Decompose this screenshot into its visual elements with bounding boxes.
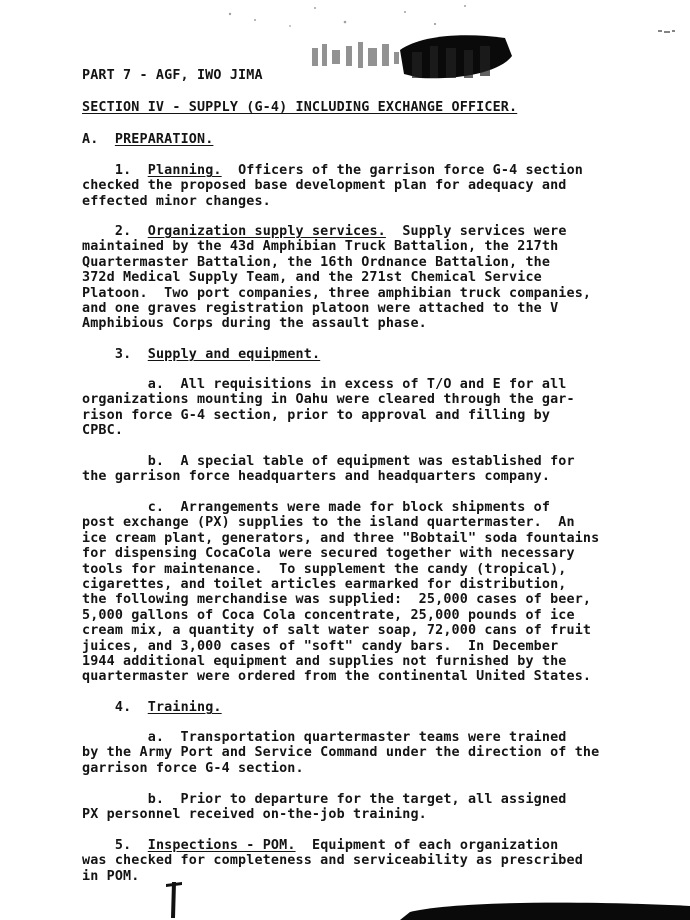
p5-line-2: was checked for completeness and serviceability as prescribed <box>82 853 583 869</box>
p3c-line-11: 1944 additional equipment and supplies not furnished by the <box>82 654 567 669</box>
p4a-line-3: garrison force G-4 section. <box>82 760 304 776</box>
p4-heading <box>82 700 222 715</box>
corner-mark <box>600 22 680 42</box>
heading-a-title: PREPARATION. <box>114 132 214 147</box>
classification-stamp <box>300 28 520 88</box>
heading-a-label: A. <box>82 132 99 147</box>
document-header <box>82 68 263 83</box>
p3c-line-3: ice cream plant, generators, and three "Bobtail" soda fountains <box>82 530 600 546</box>
heading-a <box>82 132 213 147</box>
p1-title: Planning. <box>147 163 222 178</box>
p3b-line-2: the garrison force headquarters and headquarters company. <box>82 469 551 485</box>
p3c-line-10: juices, and 3,000 cases of "soft" candy bars. In December <box>82 638 559 654</box>
p4a-text-1: a. Transportation quartermaster teams were trained <box>147 730 567 745</box>
p3c-line-7: the following merchandise was supplied: 25,000 cases of beer, <box>82 592 592 608</box>
p3-num: 3. <box>114 347 132 362</box>
p3c-line-6: cigarettes, and toilet articles earmarked for distribution, <box>82 577 567 592</box>
p3c-text-1: c. Arrangements were made for block shipments of <box>147 500 551 515</box>
p3-title: Supply and equipment. <box>147 347 321 362</box>
top-scan-smudge <box>195 0 525 30</box>
p5-title: Inspections - POM. <box>147 838 296 853</box>
p3c-line-5: tools for maintenance. To supplement the candy (tropical), <box>82 561 567 577</box>
p3b-line-1 <box>82 454 575 469</box>
p5-num: 5. <box>114 838 132 853</box>
p5-line-1 <box>82 838 558 853</box>
p3c-line-4: for dispensing CocaCola were secured together with necessary <box>82 546 575 562</box>
p1-num: 1. <box>114 163 132 178</box>
p2-text-1: Supply services were <box>402 224 567 239</box>
p1-line-1 <box>82 163 583 178</box>
p3c-line-1 <box>82 500 550 515</box>
p3c-line-8: 5,000 gallons of Coca Cola concentrate, 25,000 pounds of ice <box>82 607 575 623</box>
p4b-line-2: PX personnel received on-the-job training. <box>82 807 427 823</box>
p4-title: Training. <box>147 700 222 715</box>
p2-line-3: Quartermaster Battalion, the 16th Ordnance Battalion, the <box>82 254 551 270</box>
p2-line-6: and one graves registration platoon were attached to the V <box>82 301 559 316</box>
p3a-text-1: a. All requisitions in excess of T/O and E for all <box>147 377 567 392</box>
p1-line-3: effected minor changes. <box>82 193 271 209</box>
p2-line-2: maintained by the 43d Amphibian Truck Battalion, the 217th <box>82 239 559 255</box>
p2-line-7: Amphibious Corps during the assault phase. <box>82 316 427 332</box>
p3c-line-9: cream mix, a quantity of salt water soap, 72,000 cans of fruit <box>82 623 592 639</box>
p2-title: Organization supply services. <box>147 224 386 239</box>
p3b-text-1: b. A special table of equipment was established for <box>147 454 575 469</box>
p2-line-4: 372d Medical Supply Team, and the 271st Chemical Service <box>82 270 542 286</box>
p1-line-2: checked the proposed base development plan for adequacy and <box>82 178 567 194</box>
p1-text-1: Officers of the garrison force G-4 section <box>238 163 583 178</box>
part-label: PART 7 - AGF, IWO JIMA <box>82 68 263 83</box>
p4-num: 4. <box>114 700 132 715</box>
p4a-line-1 <box>82 730 567 745</box>
p2-line-1 <box>82 224 567 239</box>
p4b-text-1: b. Prior to departure for the target, all assigned <box>147 792 567 807</box>
p3a-line-4: CPBC. <box>82 423 124 439</box>
p4b-line-1 <box>82 792 567 807</box>
p5-text-1: Equipment of each organization <box>312 838 559 853</box>
section-title-text: SECTION IV - SUPPLY (G-4) INCLUDING EXCHANGE OFFICER. <box>82 100 518 115</box>
p3a-line-1 <box>82 377 567 392</box>
p2-num: 2. <box>114 224 132 239</box>
p4a-line-2: by the Army Port and Service Command under the direction of the <box>82 745 600 761</box>
p3a-line-3: rison force G-4 section, prior to approval and filling by <box>82 407 551 423</box>
bottom-scan-marks <box>150 872 690 920</box>
p3c-line-2: post exchange (PX) supplies to the island quartermaster. An <box>82 515 575 531</box>
p2-line-5: Platoon. Two port companies, three amphibian truck companies, <box>82 285 592 301</box>
p5-line-3: in POM. <box>82 868 140 884</box>
section-title <box>82 100 517 115</box>
p3a-line-2: organizations mounting in Oahu were cleared through the gar- <box>82 392 575 408</box>
p3c-line-12: quartermaster were ordered from the continental United States. <box>82 669 592 685</box>
p3-heading <box>82 347 320 362</box>
